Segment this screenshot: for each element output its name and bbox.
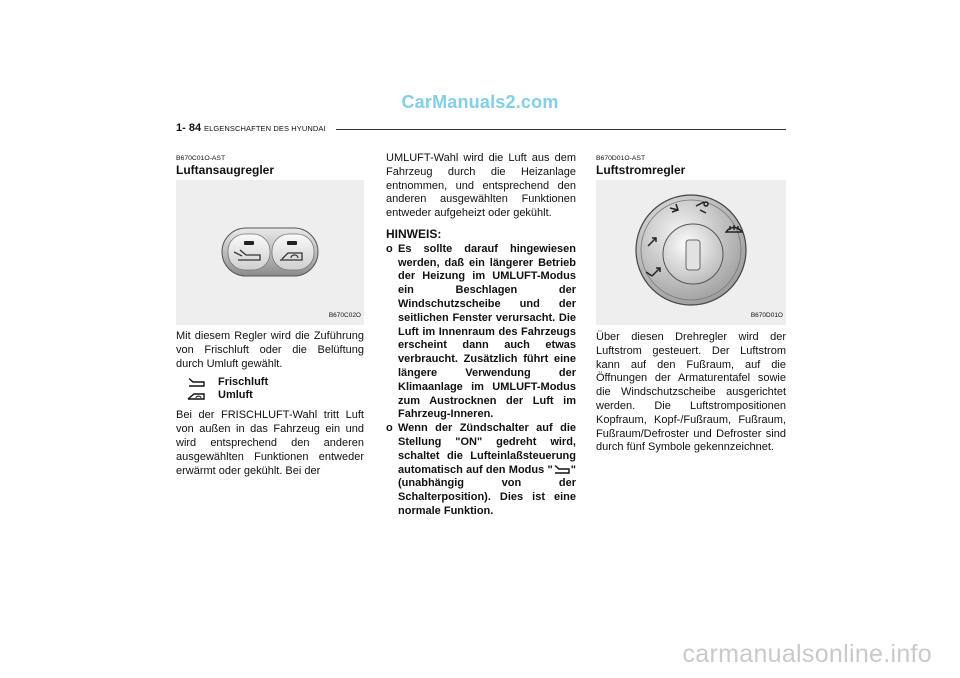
section-code: B670D01O-AST — [596, 155, 646, 162]
page-header — [176, 122, 786, 138]
air-intake-switch-image — [176, 180, 364, 325]
image-label: B670C02O — [328, 312, 361, 320]
airflow-knob-image — [596, 180, 786, 325]
symbol-legend — [176, 376, 364, 402]
hinweis-heading: HINWEIS: — [386, 226, 442, 241]
right-column — [596, 150, 786, 455]
watermark-bottom[interactable]: carmanualsonline.info — [682, 640, 932, 668]
heading-luftansaugregler: Luftansaugregler — [176, 163, 275, 177]
legend-label: Umluft — [218, 389, 253, 401]
legend-frischluft — [186, 376, 364, 389]
intro-paragraph: Mit diesem Regler wird die Zuführung von Frischluft oder die Belüftung durch Umluft gewählt. — [176, 330, 364, 370]
section-code: B670C01O-AST — [176, 155, 226, 162]
hinweis-list — [386, 243, 576, 519]
body-paragraph: Bei der FRISCHLUFT-Wahl tritt Luft von außen in das Fahrzeug ein und wird entsprechend den anderen ausgewählten Funktionen entweder erwärmt oder gekühlt. Bei der — [176, 409, 364, 477]
list-item — [386, 422, 576, 519]
list-item — [386, 243, 576, 422]
list-item-text: Wenn der Zündschalter auf die Stellung "ON" gedreht wird, schaltet die Lufteinlaßsteuerung automatisch auf den Modus " — [398, 422, 576, 476]
airflow-knob-illustration — [596, 180, 786, 325]
list-item-text: " (unabhängig von der Schalterposition). Dies ist eine normale Funktion. — [398, 463, 576, 517]
middle-column — [386, 152, 576, 519]
header-rule — [336, 129, 786, 130]
recirculation-icon — [186, 390, 206, 401]
heading-luftstromregler: Luftstromregler — [596, 163, 686, 177]
bullet-marker: o — [386, 422, 393, 435]
bullet-marker: o — [386, 242, 393, 255]
left-column — [176, 150, 364, 478]
legend-umluft — [186, 389, 364, 402]
watermark-top[interactable]: CarManuals2.com — [401, 92, 559, 112]
continuation-paragraph: UMLUFT-Wahl wird die Luft aus dem Fahrzeug durch die Heizanlage entnommen, und entsprechend den anderen ausgewählten Funktionen entweder aufgeheizt oder gekühlt. — [386, 152, 576, 220]
section-title: ELGENSCHAFTEN DES HYUNDAI — [204, 124, 326, 133]
legend-label: Frischluft — [218, 376, 269, 388]
page-number: 1- 84 — [176, 122, 202, 134]
body-paragraph: Über diesen Drehregler wird der Luftstrom gesteuert. Der Luftstrom kann auf den Fußraum, auf die Öffnungen der Armaturentafel sowie die Windschutzscheibe ausgerichtet werden. Die Luftstrompositionen Kopfraum, Kopf-/Fußraum, Fußraum, Fußraum/Defroster und Defroster sind durch fünf Symbole gekennzeichnet. — [596, 331, 786, 454]
image-label: B670D01O — [750, 312, 783, 320]
list-item-text: Es sollte darauf hingewiesen werden, daß ein längerer Betrieb der Heizung im UMLUFT-Modus ein Beschlagen der Windschutzscheibe und der seitlichen Fenster verursacht. Die Luft im Innenraum des Fahrzeugs erscheint dann auch etwas verbraucht. Zusätzlich führt eine längere Verwendung der Klimaanlage im UMLUFT-Modus zum Austrocknen der Luft im Fahrzeug-Inneren. — [398, 242, 576, 421]
air-intake-switch-illustration — [176, 180, 364, 325]
fresh-air-icon — [186, 377, 206, 388]
fresh-air-icon — [553, 464, 571, 475]
